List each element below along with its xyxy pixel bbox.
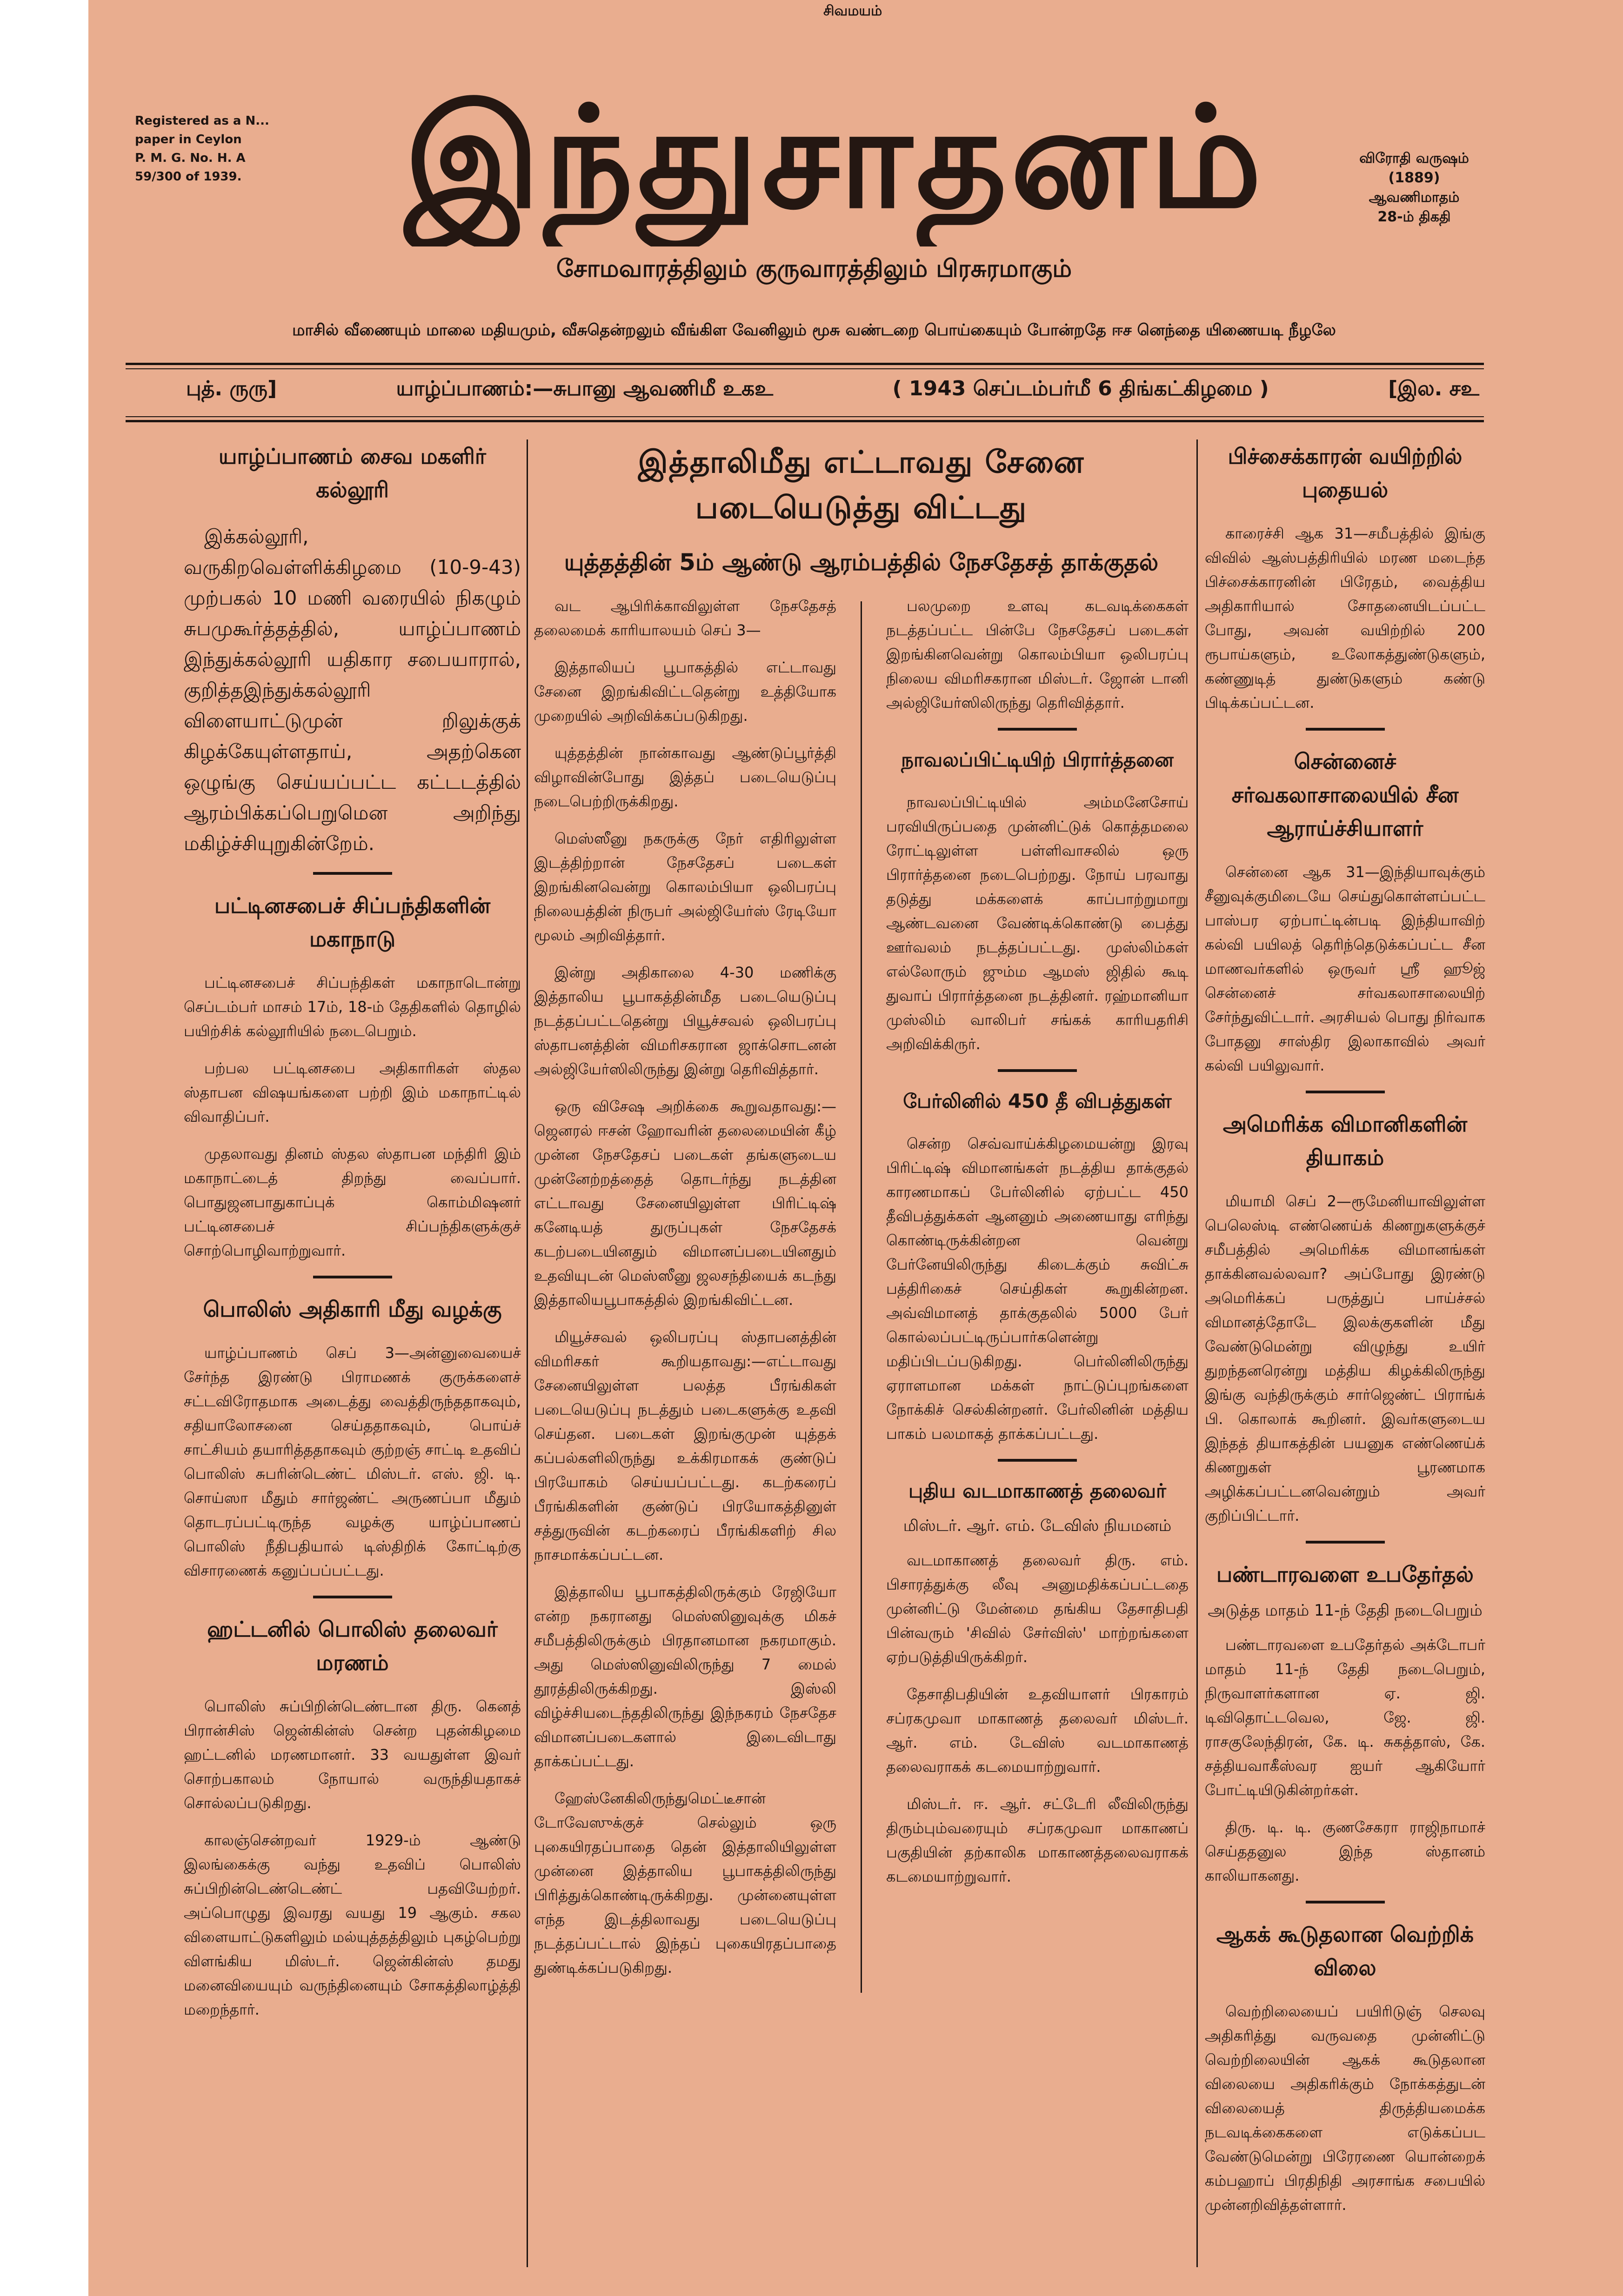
- subcolumn-rule: [861, 601, 862, 1993]
- article-paragraph: நாவலப்பிட்டியில் அம்மனேசோய் பரவியிருப்பதை முன்னிட்டுக் கொத்தமலை ரோட்டிலுள்ள பள்ளிவாசலில் ஒரு பிரார்த்தனை நடைபெற்றது. நோய் பரவாது தடுத்து மக்களைக் காப்பாற்றுமாறு ஆண்டவனை வேண்டிக்கொண்டு பைத்து ஊர்வலம் நடத்தப்பட்டது. முஸ்லிம்கள் எல்லோரும் ஜும்ம ஆமஸ் ஜிதில் கூடி துவாப் பிரார்த்தனை நடத்தினர். ரஹ்மானியா முஸ்லிம் வாலிபர் சங்கக் காரியதரிசி அறிவிக்கிருர்.: [886, 793, 1189, 1053]
- article-paragraph: காலஞ்சென்றவர் 1929-ம் ஆண்டு இலங்கைக்கு வந்து உதவிப் பொலிஸ் சுப்பிறின்டெண்டெண்ட் பதவியேற்றர். அப்பொழுது இவரது வயது 19 ஆகும். சகல விளையாட்டுகளிலும் மல்யுத்தத்திலும் புகழ்பெற்று விளங்கிய மிஸ்டர். ஜென்கின்ஸ் தமது மனைவியையும் வருந்தினையும் சோகத்திலாழ்த்தி மறைந்தார்.: [184, 1831, 521, 2018]
- article-headline: சென்னைச் சர்வகலாசாலையில் சீன ஆராய்ச்சியாளர்: [1231, 749, 1459, 841]
- registration-note: [135, 112, 312, 186]
- article-paragraph: ஒரு விசேஷ அறிக்கை கூறுவதாவது:—ஜெனரல் ஈசன் ஹோவரின் தலைமையின் கீழ் முன்ன நேசதேசப் படைகள் தங்களுடைய முன்னேற்றத்தைத் தொடர்ந்து நடத்தின எட்டாவது சேனையிலுள்ள பிரிட்டிஷ் கனேடியத் துருப்புகள் நேசதேசக் கடற்படையினதும் விமானப்படையினதும் உதவியுடன் மெஸ்ஸீனு ஜலசந்தியைக் கடந்து இத்தாலியபூபாகத்தில் இறங்கிவிட்டன.: [534, 1098, 836, 1309]
- article-separator: [998, 1069, 1077, 1072]
- newspaper-title: இந்துசாதனம்: [404, 77, 1266, 239]
- masthead-rule: [126, 363, 1484, 365]
- article-paragraph: யுத்தத்தின் நான்காவது ஆண்டுப்பூர்த்தி விழாவின்போது இத்தப் படையெடுப்பு நடைபெற்றிருக்கிறது.: [534, 744, 836, 810]
- article-paragraph: ஹேஸ்னேகிலிருந்துமெட்டீசான் டோவேஸுக்குச் செல்லும் ஒரு புகையிரதப்பாதை தென் இத்தாலியிலுள்ள முன்னை இத்தாலிய பூபாகத்திலிருந்து பிரித்துக்கொண்டிருக்கிறது. முன்னையுள்ள எந்த இடத்திலாவது படையெடுப்பு நடத்தப்பட்டால் இந்தப் புகையிரதப்பாதை துண்டிக்கப்படுகிறது.: [534, 1790, 836, 1977]
- article-paragraph: மியாமி செப் 2—ரூமேனியாவிலுள்ள பெலெஸ்டி எண்ணெய்க் கிணறுகளுக்குச் சமீபத்தில் அமெரிக்க விமானங்கள் தாக்கினவல்லவா? அப்போது இரண்டு அமெரிக்கப் பருத்துப் பாய்ச்சல் விமானத்தோடே இலக்குகளின் மீது வேண்டுமென்று விழுந்து உயிர் துறந்தனரென்று மத்திய கிழக்கிலிருந்து இங்கு வந்திருக்கும் சார்ஜெண்ட் பிராங்க் பி. கொலாக் கூறினர். இவர்களுடைய இந்தத் தியாகத்தின் பயனுக எண்ணெய்க் கிணறுகள் பூரணமாக அழிக்கப்பட்டனவென்றும் அவர் குறிப்பிட்டார்.: [1205, 1192, 1485, 1524]
- article-paragraph: யாழ்ப்பாணம் செப் 3—அன்னுவையைச் சேர்ந்த இரண்டு பிராமணக் குருக்களைச் சட்டவிரோதமாக அடைத்து வைத்திருந்ததாகவும், சதியாலோசனை செய்ததாகவும், பொய்ச் சாட்சியம் தயாரித்ததாகவும் குற்றஞ் சாட்டி உதவிப் பொலிஸ் சுபரின்டெண்ட் மிஸ்டர். எஸ். ஜி. டி. சொய்ஸா மீதும் சார்ஜண்ட் அருணப்பா மீதும் தொடரப்பட்டிருந்த வழக்கு யாழ்ப்பாணப் பொலிஸ் நீதிபதியால் டிஸ்திறிக் கோட்டிற்கு விசாரணைக் கனுப்பப்பட்டது.: [184, 1344, 521, 1579]
- masthead-rule-thin: [126, 368, 1484, 369]
- publication-days: சோமவாரத்திலும் குருவாரத்திலும் பிரசுரமாகும்: [556, 255, 1072, 283]
- lead-story-columns: [534, 594, 1189, 1993]
- article-paragraph: சென்ற செவ்வாய்க்கிழமையன்று இரவு பிரிட்டிஷ் விமானங்கள் நடத்திய தாக்குதல் காரணமாகப் பேர்லினில் ஏற்பட்ட 450 தீவிபத்துக்கள் ஆனனும் அணையாது எரிந்து கொண்டிருக்கின்றன வென்று பேர்னேயிலிருந்து கிடைக்கும் சுவிட்சு பத்திரிகைச் செய்திகள் கூறுகின்றன. அவ்விமானத் தாக்குதலில் 5000 பேர் கொல்லப்பட்டிருப்பார்களென்று மதிப்பிடப்படுகிறது. பெர்லினிலிருந்து ஏராளமான மக்கள் நாட்டுப்புறங்களை நோக்கிச் செல்கின்றனர். பேர்லினின் மத்திய பாகம் பலமாகத் தாக்கப்பட்டது.: [886, 1135, 1189, 1443]
- dateline-rule: [126, 420, 1484, 422]
- article-subheadline: மிஸ்டர். ஆர். எம். டேவிஸ் நியமனம்: [903, 1517, 1172, 1535]
- article-paragraph: இன்று அதிகாலை 4-30 மணிக்கு இத்தாலிய பூபாகத்தின்மீத படையெடுப்பு நடத்தப்பட்டதென்று பியூச்சவல் ஒலிபரப்பு ஸ்தாபனத்தின் விமரிசகரான ஜாக்சொடனன் அல்ஜியேர்ஸிலிருந்து இன்று தெரிவித்தார்.: [534, 964, 836, 1078]
- article-separator: [1306, 728, 1385, 731]
- article-paragraph: தேசாதிபதியின் உதவியாளர் பிரகாரம் சப்ரகமுவா மாகாணத் தலைவர் மிஸ்டர். ஆர். எம். டேவிஸ் வடமாகாணத் தலைவராகக் கடமையாற்றுவார்.: [886, 1685, 1189, 1776]
- article-paragraph: பண்டாரவளை உபதேர்தல் அக்டோபர் மாதம் 11-ந் தேதி நடைபெறும், நிருவாளர்களான ஏ. ஜி. டிவிதொட்டவெல, ஜே. ஜி. ராசகுலேந்திரன், கே. டி. சுகத்தாஸ், கே. சத்தியவாகீஸ்வர ஐயர் ஆகியோர் போட்டியிடுகின்றர்கள்.: [1205, 1636, 1485, 1799]
- lead-story-column-a: [534, 594, 836, 1993]
- article-separator: [1306, 1091, 1385, 1093]
- article-separator: [1306, 1901, 1385, 1903]
- article-headline: பொலிஸ் அதிகாரி மீது வழக்கு: [203, 1297, 502, 1322]
- article-paragraph: இத்தாலியப் பூபாகத்தில் எட்டாவது சேனை இறங்கிவிட்டதென்று உத்தியோக முறையில் அறிவிக்கப்படுகிறது.: [534, 659, 836, 725]
- registration-line: paper in Ceylon: [135, 133, 242, 146]
- column-right: [1205, 439, 1485, 2272]
- article-separator: [313, 872, 392, 875]
- column-left: [184, 439, 521, 2272]
- article-headline: ஹட்டனில் பொலிஸ் தலைவர் மரணம்: [207, 1617, 498, 1675]
- dateline-date: ( 1943 செப்டம்பர்மீ 6 திங்கட்கிழமை ): [892, 377, 1269, 400]
- article-paragraph: பட்டினசபைச் சிப்பந்திகள் மகாநாடொன்று செப்டம்பர் மாசம் 17ம், 18-ம் தேதிகளில் தொழில் பயிற்சிக் கல்லூரியில் நடைபெறும்.: [184, 974, 521, 1040]
- article-paragraph: சென்னை ஆக 31—இந்தியாவுக்கும் சீனுவுக்குமிடையே செய்துகொள்ளப்பட்ட பாஸ்பர ஏற்பாட்டின்படி இந்தியாவிற் கல்வி பயிலத் தெரிந்தெடுக்கப்பட்ட சீன மாணவர்களில் ஒருவர் ஸ்ரீ ஹூஜ் சென்னைச் சர்வகலாசாலையிற் சேர்ந்துவிட்டார். அரசியல் பொது நிர்வாக போதனு சாஸ்திர இலாகாவில் அவர் கல்வி பயிலுவார்.: [1205, 863, 1485, 1074]
- article-paragraph: வெற்றிலையைப் பயிரிடுஞ் செலவு அதிகரித்து வருவதை முன்னிட்டு வெற்றிலையின் ஆகக் கூடுதலான விலையை அதிகரிக்கும் நோக்கத்துடன் விலையைத் திருத்தியமைக்க நடவடிக்கைகளை எடுக்கப்பட வேண்டுமென்று பிரேரணை யொன்றைக் கம்பஹாப் பிரதிநிதி அரசாங்க சபையில் முன்னறிவித்தள்ளார்.: [1205, 2003, 1485, 2214]
- article-paragraph: காரைச்சி ஆக 31—சமீபத்தில் இங்கு விவில் ஆஸ்பத்திரியில் மரண மடைந்த பிச்சைக்காரனின் பிரேதம், வைத்திய அதிகாரியால் சோதனையிடப்பட்ட போது, அவன் வயிற்றில் 200 ரூபாய்களும், உலோகத்துண்டுகளும், கண்ணுடித் துண்டுகளும் கண்டு பிடிக்கப்பட்டன.: [1205, 525, 1485, 712]
- era-line: (1889): [1388, 170, 1440, 186]
- article-paragraph: மிஸ்டர். ஈ. ஆர். சட்டேரி லீவிலிருந்து திரும்பும்வரையும் சப்ரகமுவா மாகாணப் பகுதியின் தற்காலிக மாகாணத்தலைவராகக் கடமையாற்றுவார்.: [886, 1795, 1189, 1885]
- dateline: [186, 377, 1479, 403]
- article-separator: [998, 728, 1077, 731]
- article-headline: நாவலப்பிட்டியிற் பிரார்த்தனை: [901, 748, 1174, 771]
- article-paragraph: இத்தாலிய பூபாகத்திலிருக்கும் ரேஜியோ என்ற நகரானது மெஸ்ஸினுவுக்கு மிகச் சமீபத்திலிருக்கும் பிரதானமான நகரமாகும். அது மெஸ்ஸினுவிலிருந்து 7 மைல் தூரத்திலிருக்கிறது. இஸ்லி விழ்ச்சியடைந்ததிலிருந்து இந்நகரம் நேசதேச விமானப்படைகளால் இடைவிடாது தாக்கப்பட்டது.: [534, 1583, 836, 1770]
- article-headline: பேர்லினில் 450 தீ விபத்துகள்: [903, 1090, 1172, 1112]
- lead-headline: இத்தாலிமீது எட்டாவது சேனை படையெடுத்து விட்டது: [638, 444, 1085, 526]
- article-headline: பட்டினசபைச் சிப்பந்திகளின் மகாநாடு: [214, 893, 491, 952]
- article-paragraph: பலமுறை உளவு கடவடிக்கைகள் நடத்தப்பட்ட பின்பே நேசதேசப் படைகள் இறங்கினவென்று கொலம்பியா ஒலிபரப்பு நிலைய விமரிசகரான மிஸ்டர். ஜோன் டானி அல்ஜியேர்ஸிலிருந்து தெரிவித்தார்.: [886, 597, 1189, 712]
- issue-number: [இல. சஉ: [1388, 377, 1479, 400]
- article-headline: ஆகக் கூடுதலான வெற்றிக் விலை: [1216, 1922, 1474, 1980]
- article-separator: [313, 1276, 392, 1278]
- article-paragraph: மெஸ்ஸீனு நகருக்கு நேர் எதிரிலுள்ள இடத்திற்றான் நேசதேசப் படைகள் இறங்கினவென்று கொலம்பியா ஒலிபரப்பு நிலையத்தின் நிருபர் அல்ஜியேர்ஸ் ரேடியோ மூலம் அறிவித்தார்.: [534, 830, 836, 944]
- column-rule: [1196, 439, 1198, 2267]
- dateline-place: யாழ்ப்பாணம்:—சுபானு ஆவணிமீ உகஉ: [396, 377, 774, 400]
- lead-subheadline: யுத்தத்தின் 5ம் ஆண்டு ஆரம்பத்தில் நேசதேசத் தாக்குதல்: [564, 549, 1159, 576]
- dateline-rule-thin: [126, 416, 1484, 417]
- masthead-motto: மாசில் வீணையும் மாலை மதியமும், வீசுதென்றலும் வீங்கிள வேனிலும் மூசு வண்டறை பொய்கையும் போன்றதே ஈச னெந்தை யிணையடி நீழலே: [292, 321, 1336, 339]
- article-separator: [1306, 1541, 1385, 1544]
- article-headline: பண்டாரவளை உபதேர்தல்: [1216, 1562, 1474, 1587]
- registration-line: 59/300 of 1939.: [135, 170, 242, 184]
- article-paragraph: இக்கல்லூரி, வருகிறவெள்ளிக்கிழமை (10-9-43) முற்பகல் 10 மணி வரையில் நிகழும் சுபமுகூர்த்தத்தில், யாழ்ப்பாணம் இந்துக்கல்லூரி யதிகார சபையாரால், குறித்தஇந்துக்கல்லூரி விளையாட்டுமுன் றிலுக்குக் கிழக்கேயுள்ளதாய், அதற்கென ஒழுங்கு செய்யப்பட்ட கட்டடத்தில் ஆரம்பிக்கப்பெறுமென அறிந்து மகிழ்ச்சியுறுகின்றேம்.: [184, 525, 521, 855]
- article-paragraph: வடமாகாணத் தலைவர் திரு. எம். பிசாரத்துக்கு லீவு அனுமதிக்கப்பட்டதை முன்னிட்டு மேன்மை தங்கிய தேசாதிபதி பின்வரும் 'சிவில் சேர்விஸ்' மாற்றங்களை ஏற்படுத்தியிருக்கிறர்.: [886, 1551, 1189, 1666]
- article-headline: அமெரிக்க விமானிகளின் தியாகம்: [1222, 1111, 1468, 1170]
- article-paragraph: வட ஆபிரிக்காவிலுள்ள நேசதேசத் தலைமைக் காரியாலயம் செப் 3—: [534, 597, 836, 639]
- volume-number: புத். ருரு]: [186, 377, 277, 400]
- column-centre: [534, 439, 1189, 2272]
- article-headline: பிச்சைக்காரன் வயிற்றில் புதையல்: [1228, 444, 1463, 502]
- sivam-invocation: சிவமயம்: [823, 3, 882, 19]
- article-headline: யாழ்ப்பாணம் சைவ மகளிர் கல்லூரி: [219, 444, 486, 502]
- article-paragraph: பொலிஸ் சுப்பிறின்டெண்டான திரு. கெனத் பிரான்சிஸ் ஜென்கின்ஸ் சென்ற புதன்கிழமை ஹட்டனில் மரணமானர். 33 வயதுள்ள இவர் சொற்பகாலம் நோயால் வருந்தியதாகச் சொல்லப்படுகிறது.: [184, 1697, 521, 1812]
- article-paragraph: திரு. டி. டி. குணசேகரா ராஜிநாமாச் செய்ததனுல இந்த ஸ்தானம் காலியாகனது.: [1205, 1818, 1485, 1884]
- registration-line: Registered as a N...: [135, 114, 269, 128]
- era-line: விரோதி வருஷம்: [1359, 150, 1469, 166]
- lead-story-column-b: [886, 594, 1189, 1993]
- era-date: [1312, 149, 1516, 227]
- era-line: ஆவணிமாதம்: [1369, 189, 1460, 206]
- article-separator: [313, 1596, 392, 1598]
- article-paragraph: முதலாவது தினம் ஸ்தல ஸ்தாபன மந்திரி இம் மகாநாட்டைத் திறந்து வைப்பார். பொதுஜனபாதுகாப்புக் கொம்மிஷனர் பட்டினசபைச் சிப்பந்திகளுக்குச் சொற்பொழிவாற்றுவார்.: [184, 1145, 521, 1259]
- article-paragraph: பற்பல பட்டினசபை அதிகாரிகள் ஸ்தல ஸ்தாபன விஷயங்களை பற்றி இம் மகாநாட்டில் விவாதிப்பர்.: [184, 1059, 521, 1125]
- era-line: 28-ம் திகதி: [1377, 209, 1451, 225]
- article-subheadline: அடுத்த மாதம் 11-ந் தேதி நடைபெறும்: [1208, 1601, 1483, 1620]
- registration-line: P. M. G. No. H. A: [135, 151, 246, 165]
- article-separator: [998, 1459, 1077, 1462]
- article-headline: புதிய வடமாகாணத் தலைவர்: [908, 1479, 1166, 1502]
- article-paragraph: மியூச்சவல் ஒலிபரப்பு ஸ்தாபனத்தின் விமரிசகர் கூறியதாவது:—எட்டாவது சேனையிலுள்ள பலத்த பீரங்கிகள் படையெடுப்பு நடத்தும் படைகளுக்கு உதவி செய்தன. படைகள் இறங்குமுன் யுத்தக் கப்பல்களிலிருந்து உக்கிரமாகக் குண்டுப் பிரயோகம் செய்யப்பட்டது. கடற்கரைப் பீரங்கிகளின் குண்டுப் பிரயோகத்தினுள் சத்துருவின் கடற்கரைப் பீரங்கிகளிற் சில நாசமாக்கப்பட்டன.: [534, 1328, 836, 1564]
- column-rule: [527, 439, 528, 2267]
